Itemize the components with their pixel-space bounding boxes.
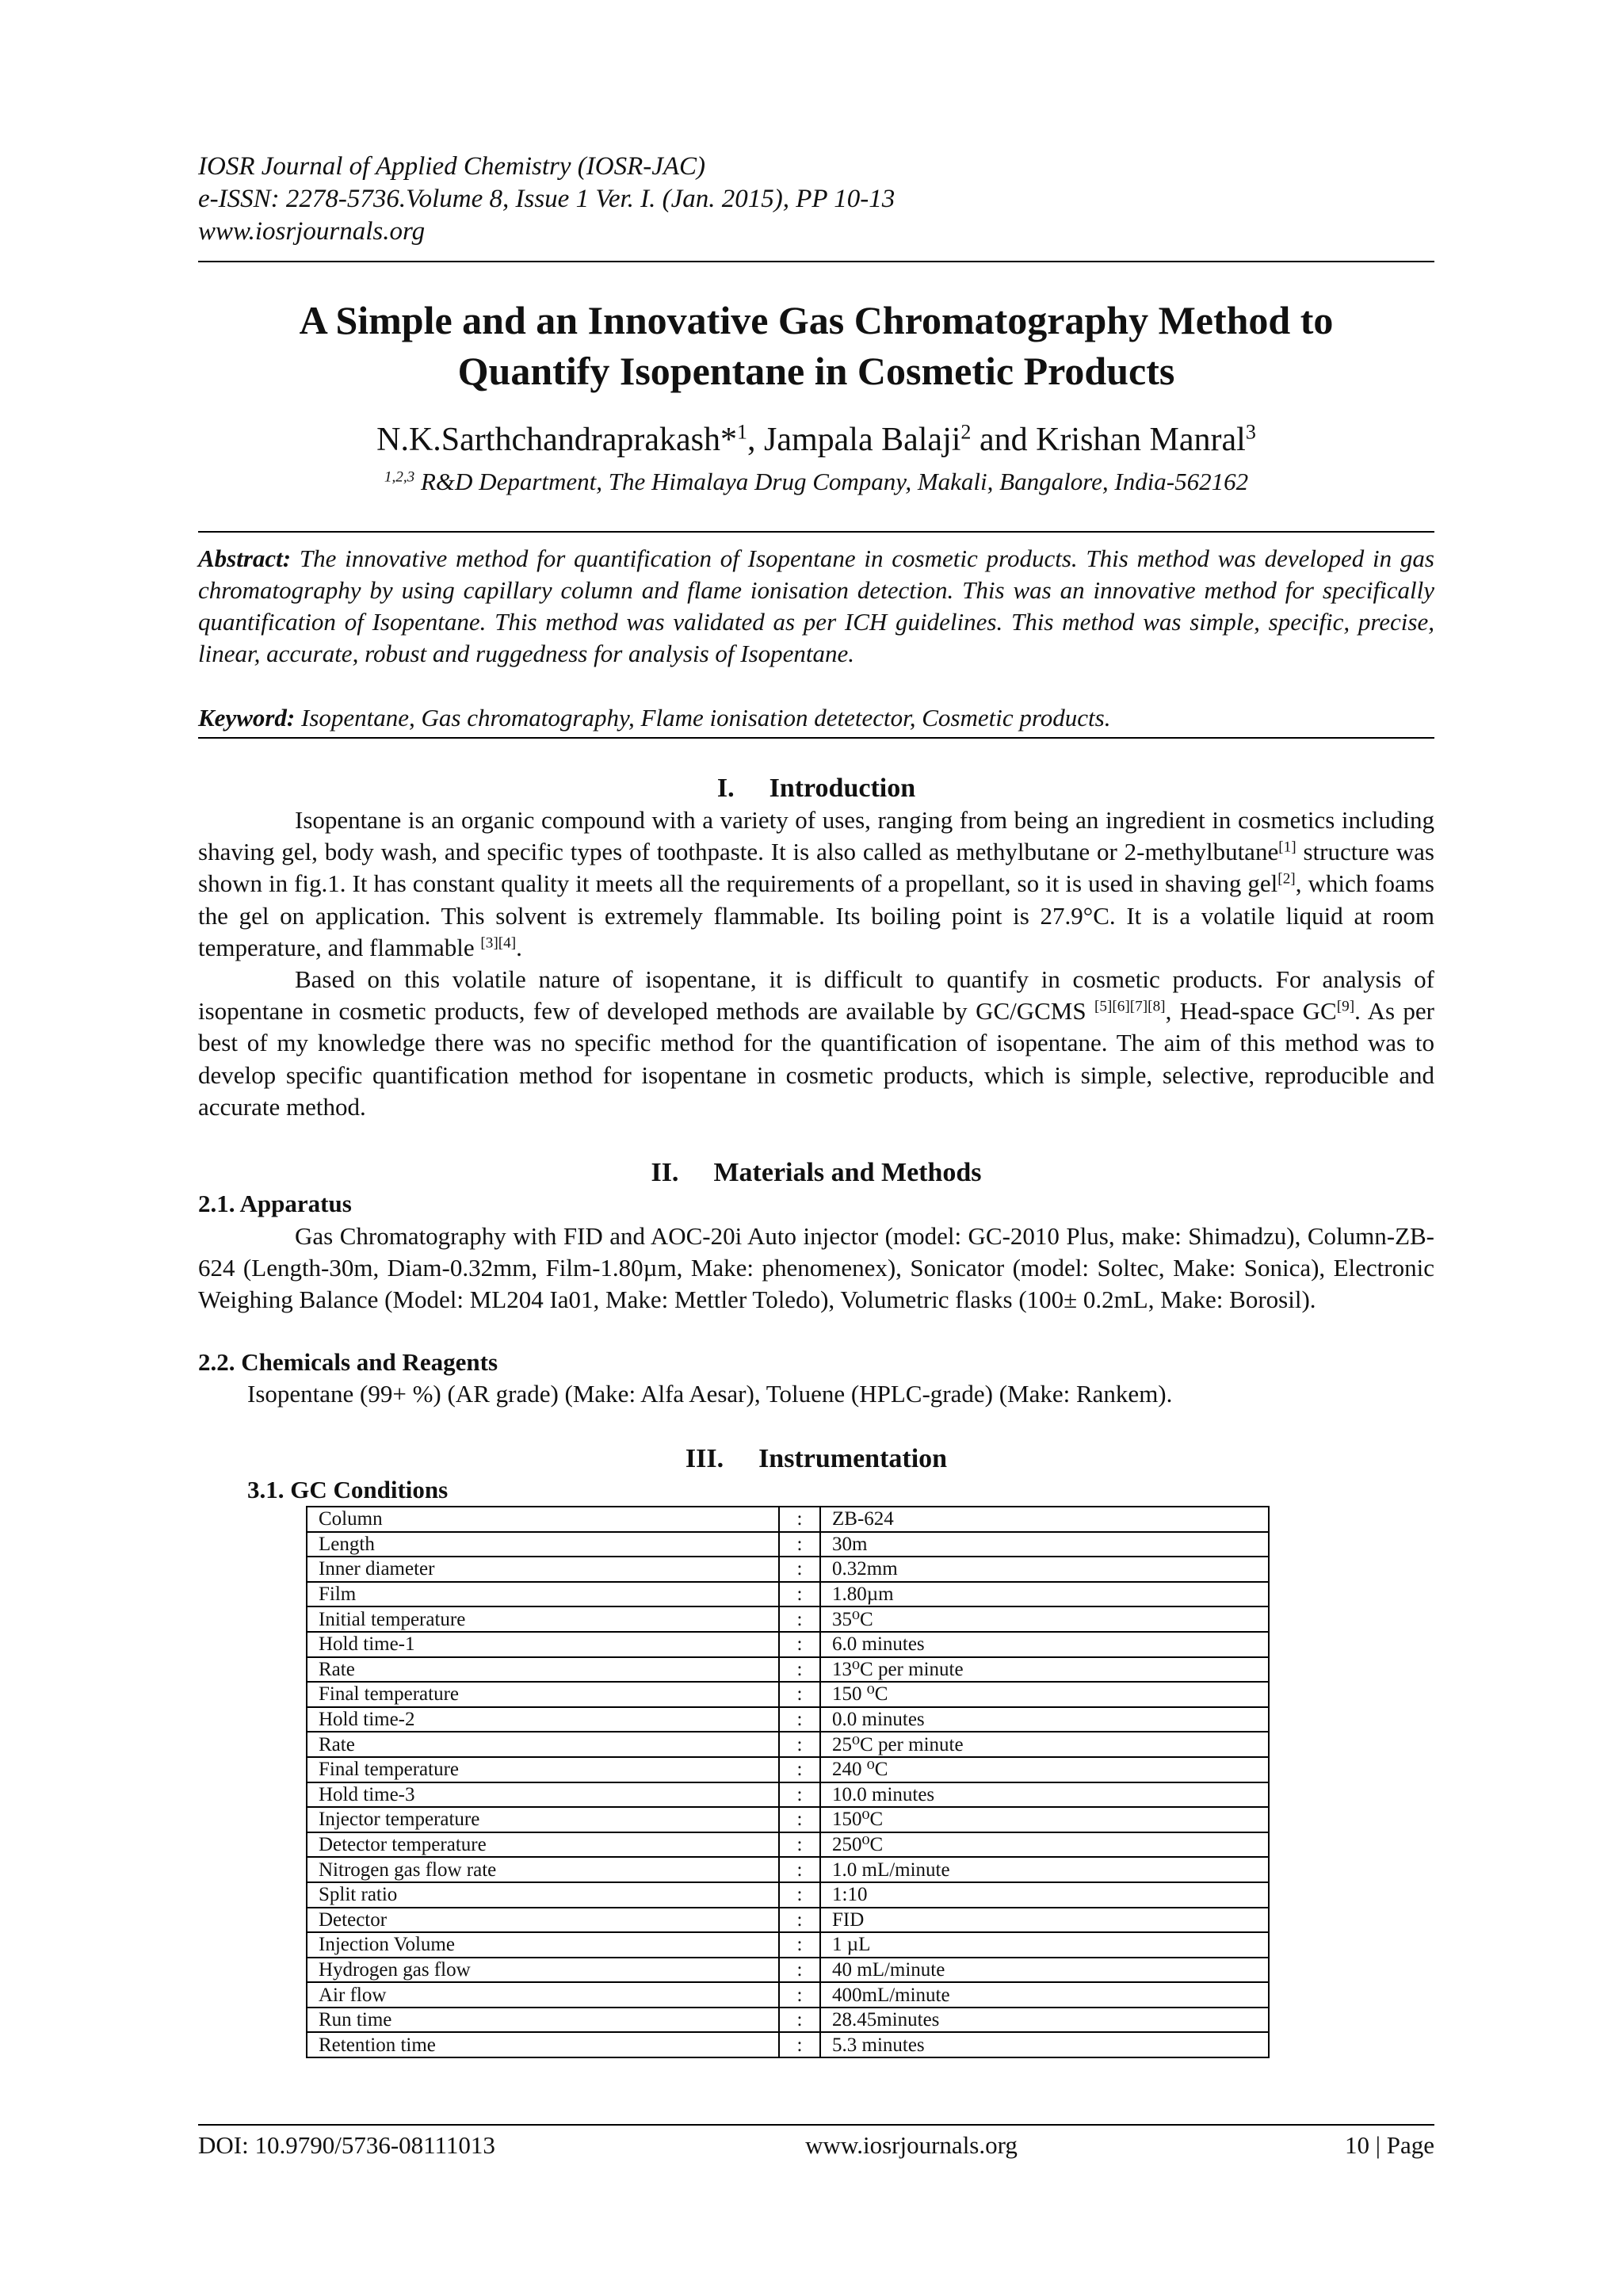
author-1-sup: 1 <box>736 420 747 444</box>
value-cell: FID <box>820 1908 1269 1933</box>
value-cell: 150⁰C <box>820 1807 1269 1832</box>
subheading-chemicals: 2.2. Chemicals and Reagents <box>198 1348 498 1376</box>
separator-cell: : <box>779 1782 820 1808</box>
separator-cell: : <box>779 1982 820 2008</box>
separator-cell: : <box>779 1606 820 1632</box>
footer-website: www.iosrjournals.org <box>805 2131 1018 2159</box>
section-title: Instrumentation <box>758 1444 948 1473</box>
value-cell: 400mL/minute <box>820 1982 1269 2008</box>
parameter-cell: Detector temperature <box>307 1832 779 1858</box>
section-heading-instrumentation <box>198 1443 1434 1475</box>
paper-title <box>198 295 1434 396</box>
table-row <box>307 1732 1269 1757</box>
value-cell: 1.80µm <box>820 1582 1269 1607</box>
table-row <box>307 1857 1269 1882</box>
intro-text: , Head-space GC <box>1165 997 1337 1026</box>
intro-text: Based on this volatile nature of isopentane, it is difficult to quantify in cosmetic products. For analysis of isopentane in cosmetic products, few of developed methods are available by GC/GCMS <box>198 965 1434 1026</box>
table-row <box>307 1782 1269 1808</box>
separator-cell: : <box>779 1632 820 1657</box>
parameter-cell: Hold time-3 <box>307 1782 779 1808</box>
author-list <box>198 420 1434 460</box>
abstract-text: The innovative method for quantification of Isopentane in cosmetic products. This method was developed in gas chromatography by using capillary column and flame ionisation detection. This was an innovative method for specifically quantification of Isopentane. This method was validated as per ICH guidelines. This method was simple, specific, precise, linear, accurate, robust and ruggedness for analysis of Isopentane. <box>198 544 1434 667</box>
value-cell: 35⁰C <box>820 1606 1269 1632</box>
table-row <box>307 1532 1269 1557</box>
parameter-cell: Rate <box>307 1732 779 1757</box>
parameter-cell: Hold time-2 <box>307 1707 779 1733</box>
title-line-2: Quantify Isopentane in Cosmetic Products <box>457 349 1175 393</box>
journal-header <box>198 151 1434 248</box>
table-row <box>307 1707 1269 1733</box>
table-row <box>307 1757 1269 1782</box>
table-row <box>307 1982 1269 2008</box>
value-cell: 150 ⁰C <box>820 1682 1269 1707</box>
apparatus-text: Gas Chromatography with FID and AOC-20i Auto injector (model: GC-2010 Plus, make: Shimadzu), Column-ZB-624 (Length-30m, Diam-0.32mm, Film-1.80µm, Make: phenomenex), Sonicator (model: Soltec, Make: Sonica), Electronic Weighing Balance (Model: ML204 Ia01, Make: Mettler Toledo), Volumetric flasks (100± 0.2mL, Make: Borosil). <box>198 1222 1434 1314</box>
journal-issn: e-ISSN: 2278-5736.Volume 8, Issue 1 Ver. I. (Jan. 2015), PP 10-13 <box>198 185 896 213</box>
footer-page-number: 10 | Page <box>1345 2131 1434 2159</box>
separator-cell: : <box>779 1857 820 1882</box>
separator-cell: : <box>779 2032 820 2057</box>
abstract-label: Abstract: <box>198 544 292 572</box>
gc-conditions-table <box>306 1506 1270 2058</box>
table-row <box>307 1507 1269 1532</box>
header-divider <box>198 261 1434 262</box>
section-number: III. <box>685 1444 724 1473</box>
value-cell: 30m <box>820 1532 1269 1557</box>
section-heading-introduction <box>198 773 1434 804</box>
parameter-cell: Length <box>307 1532 779 1557</box>
table-row <box>307 1657 1269 1683</box>
parameter-cell: Injection Volume <box>307 1932 779 1958</box>
abstract <box>198 543 1434 670</box>
affiliation <box>198 466 1434 498</box>
journal-website: www.iosrjournals.org <box>198 217 426 246</box>
keyword-text: Isopentane, Gas chromatography, Flame ionisation detetector, Cosmetic products. <box>295 704 1111 732</box>
section-heading-materials <box>198 1157 1434 1189</box>
parameter-cell: Initial temperature <box>307 1606 779 1632</box>
citation: [2] <box>1277 870 1296 888</box>
subheading-apparatus: 2.1. Apparatus <box>198 1190 352 1217</box>
table-row <box>307 2032 1269 2057</box>
abstract-bottom-rule <box>198 737 1434 739</box>
author-3-sup: 3 <box>1245 420 1256 444</box>
table-row <box>307 2008 1269 2033</box>
parameter-cell: Hydrogen gas flow <box>307 1958 779 1983</box>
parameter-cell: Final temperature <box>307 1682 779 1707</box>
author-3: and Krishan Manral <box>971 422 1246 458</box>
intro-text: structure was shown in fig.1. It has constant quality it meets all the requirements of a propellant, so it is used in shaving gel <box>198 838 1434 898</box>
affiliation-sup: 1,2,3 <box>384 468 415 486</box>
separator-cell: : <box>779 1807 820 1832</box>
intro-paragraph-2 <box>198 964 1434 1123</box>
author-1: N.K.Sarthchandraprakash* <box>376 422 737 458</box>
table-row <box>307 1682 1269 1707</box>
table-row <box>307 1557 1269 1582</box>
separator-cell: : <box>779 1832 820 1858</box>
section-number: I. <box>716 774 735 803</box>
value-cell: 1.0 mL/minute <box>820 1857 1269 1882</box>
separator-cell: : <box>779 1557 820 1582</box>
citation: [1] <box>1278 839 1296 856</box>
table-row <box>307 1932 1269 1958</box>
chemicals-text: Isopentane (99+ %) (AR grade) (Make: Alfa Aesar), Toluene (HPLC-grade) (Make: Rankem). <box>247 1380 1173 1408</box>
parameter-cell: Final temperature <box>307 1757 779 1782</box>
subheading-gc-conditions: 3.1. GC Conditions <box>247 1476 449 1503</box>
parameter-cell: Rate <box>307 1657 779 1683</box>
value-cell: 6.0 minutes <box>820 1632 1269 1657</box>
separator-cell: : <box>779 1657 820 1683</box>
parameter-cell: Inner diameter <box>307 1557 779 1582</box>
separator-cell: : <box>779 1958 820 1983</box>
separator-cell: : <box>779 1757 820 1782</box>
parameter-cell: Run time <box>307 2008 779 2033</box>
separator-cell: : <box>779 1507 820 1532</box>
section-number: II. <box>651 1158 679 1187</box>
table-row <box>307 1606 1269 1632</box>
intro-paragraph-1 <box>198 804 1434 964</box>
value-cell: 25⁰C per minute <box>820 1732 1269 1757</box>
value-cell: 0.0 minutes <box>820 1707 1269 1733</box>
abstract-top-rule <box>198 531 1434 533</box>
value-cell: ZB-624 <box>820 1507 1269 1532</box>
journal-name: IOSR Journal of Applied Chemistry (IOSR-JAC) <box>198 152 706 181</box>
value-cell: 1:10 <box>820 1882 1269 1908</box>
parameter-cell: Column <box>307 1507 779 1532</box>
separator-cell: : <box>779 1532 820 1557</box>
value-cell: 0.32mm <box>820 1557 1269 1582</box>
keywords <box>198 702 1434 734</box>
intro-text: . As per best of my knowledge there was no specific method for the quantification of isopentane. The aim of this method was to develop specific quantification method for isopentane in cosmetic products, which is simple, selective, reproducible and accurate method. <box>198 997 1434 1121</box>
title-line-1: A Simple and an Innovative Gas Chromatography Method to <box>299 298 1334 342</box>
value-cell: 28.45minutes <box>820 2008 1269 2033</box>
value-cell: 10.0 minutes <box>820 1782 1269 1808</box>
apparatus-paragraph <box>198 1221 1434 1316</box>
footer-divider <box>198 2124 1434 2126</box>
separator-cell: : <box>779 2008 820 2033</box>
value-cell: 13⁰C per minute <box>820 1657 1269 1683</box>
parameter-cell: Air flow <box>307 1982 779 2008</box>
value-cell: 250⁰C <box>820 1832 1269 1858</box>
separator-cell: : <box>779 1908 820 1933</box>
footer-doi: DOI: 10.9790/5736-08111013 <box>198 2131 495 2159</box>
separator-cell: : <box>779 1682 820 1707</box>
affiliation-text: R&D Department, The Himalaya Drug Company, Makali, Bangalore, India-562162 <box>414 468 1249 495</box>
table-row <box>307 1958 1269 1983</box>
section-title: Materials and Methods <box>713 1158 982 1187</box>
separator-cell: : <box>779 1882 820 1908</box>
parameter-cell: Hold time-1 <box>307 1632 779 1657</box>
table-row <box>307 1882 1269 1908</box>
intro-text: . <box>516 933 522 961</box>
parameter-cell: Nitrogen gas flow rate <box>307 1857 779 1882</box>
parameter-cell: Film <box>307 1582 779 1607</box>
intro-text: , which foams the gel on application. This solvent is extremely flammable. Its boiling point is 27.9°C. It is a volatile liquid at room temperature, and flammable <box>198 869 1434 961</box>
parameter-cell: Detector <box>307 1908 779 1933</box>
keyword-label: Keyword: <box>198 704 296 732</box>
separator-cell: : <box>779 1732 820 1757</box>
separator-cell: : <box>779 1582 820 1607</box>
table-row <box>307 1632 1269 1657</box>
value-cell: 5.3 minutes <box>820 2032 1269 2057</box>
separator-cell: : <box>779 1707 820 1733</box>
author-2-sup: 2 <box>960 420 972 444</box>
intro-text: Isopentane is an organic compound with a variety of uses, ranging from being an ingredient in cosmetics including shaving gel, body wash, and specific types of toothpaste. It is also called as methylbutane or 2-methylbutane <box>198 806 1434 866</box>
table-row <box>307 1908 1269 1933</box>
section-title: Introduction <box>769 774 916 803</box>
value-cell: 1 µL <box>820 1932 1269 1958</box>
parameter-cell: Split ratio <box>307 1882 779 1908</box>
author-2: , Jampala Balaji <box>747 422 961 458</box>
table-row <box>307 1807 1269 1832</box>
value-cell: 240 ⁰C <box>820 1757 1269 1782</box>
parameter-cell: Retention time <box>307 2032 779 2057</box>
citation: [3][4] <box>480 934 517 952</box>
separator-cell: : <box>779 1932 820 1958</box>
citation: [9] <box>1336 998 1355 1015</box>
table-row <box>307 1582 1269 1607</box>
parameter-cell: Injector temperature <box>307 1807 779 1832</box>
table-row <box>307 1832 1269 1858</box>
value-cell: 40 mL/minute <box>820 1958 1269 1983</box>
citation: [5][6][7][8] <box>1094 998 1166 1015</box>
